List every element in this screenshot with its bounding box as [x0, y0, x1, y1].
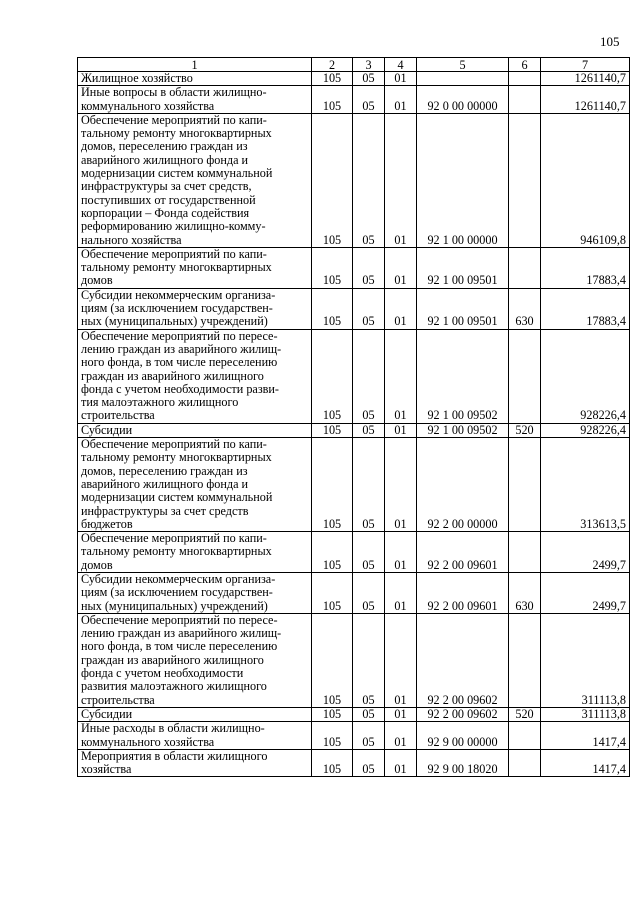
- row-name-cell: Мероприятия в области жилищного хозяйства: [78, 749, 312, 777]
- row-expense-type-cell: [509, 438, 541, 532]
- row-amount-cell: 1261140,7: [541, 86, 630, 114]
- row-section-cell: 05: [353, 532, 385, 573]
- row-subsection-cell: 01: [385, 722, 417, 750]
- row-subsection-cell: 01: [385, 329, 417, 423]
- header-cell-7: 7: [541, 58, 630, 72]
- row-expense-type-cell: [509, 532, 541, 573]
- table-row: [78, 749, 630, 777]
- row-ministry-code-cell: 105: [312, 329, 353, 423]
- row-section-cell: 05: [353, 749, 385, 777]
- row-target-article-cell: 92 2 00 09601: [417, 532, 509, 573]
- row-section-cell: 05: [353, 572, 385, 613]
- row-target-article-cell: 92 0 00 00000: [417, 86, 509, 114]
- table-row: [78, 72, 630, 86]
- row-expense-type-cell: [509, 722, 541, 750]
- page-number: 105: [600, 34, 620, 49]
- row-name-cell: Обеспечение мероприятий по пересе- лению граждан из аварийного жилищ- ного фонда, в том числе переселению граждан из аварийного жилищного фонда с учетом необходимости разви- тия малоэтажного жилищного строительства: [78, 329, 312, 423]
- row-subsection-cell: 01: [385, 749, 417, 777]
- row-target-article-cell: 92 2 00 09602: [417, 707, 509, 721]
- row-name-cell: Иные вопросы в области жилищно- коммунального хозяйства: [78, 86, 312, 114]
- header-cell-5: 5: [417, 58, 509, 72]
- row-name-cell: Обеспечение мероприятий по капи- тальному ремонту многоквартирных домов, переселению граждан из аварийного жилищного фонда и модернизации систем коммунальной инфраструктуры за счет средств, поступивших от государственной корпорации – Фонда содействия реформированию жилищно-комму- нального хозяйства: [78, 113, 312, 247]
- row-expense-type-cell: [509, 247, 541, 288]
- row-name-cell: Обеспечение мероприятий по капи- тальному ремонту многоквартирных домов, переселению граждан из аварийного жилищного фонда и модернизации систем коммунальной инфраструктуры за счет средств бюджетов: [78, 438, 312, 532]
- row-amount-cell: 17883,4: [541, 288, 630, 329]
- row-target-article-cell: 92 2 00 00000: [417, 438, 509, 532]
- header-cell-4: 4: [385, 58, 417, 72]
- row-amount-cell: 17883,4: [541, 247, 630, 288]
- table-row: [78, 247, 630, 288]
- row-section-cell: 05: [353, 86, 385, 114]
- table-row: [78, 572, 630, 613]
- row-expense-type-cell: 520: [509, 423, 541, 437]
- row-target-article-cell: 92 1 00 09502: [417, 423, 509, 437]
- table-row: [78, 329, 630, 423]
- row-expense-type-cell: [509, 613, 541, 707]
- row-subsection-cell: 01: [385, 247, 417, 288]
- row-ministry-code-cell: 105: [312, 722, 353, 750]
- row-amount-cell: 2499,7: [541, 572, 630, 613]
- row-amount-cell: 1261140,7: [541, 72, 630, 86]
- row-target-article-cell: [417, 72, 509, 86]
- table-row: [78, 722, 630, 750]
- row-expense-type-cell: [509, 72, 541, 86]
- row-section-cell: 05: [353, 247, 385, 288]
- row-ministry-code-cell: 105: [312, 438, 353, 532]
- row-target-article-cell: 92 9 00 18020: [417, 749, 509, 777]
- row-amount-cell: 311113,8: [541, 613, 630, 707]
- row-amount-cell: 928226,4: [541, 329, 630, 423]
- row-name-cell: Субсидии некоммерческим организа- циям (за исключением государствен- ных (муниципальных) учреждений): [78, 572, 312, 613]
- row-section-cell: 05: [353, 288, 385, 329]
- row-name-cell: Субсидии: [78, 707, 312, 721]
- table-row: [78, 532, 630, 573]
- row-expense-type-cell: 520: [509, 707, 541, 721]
- row-section-cell: 05: [353, 72, 385, 86]
- row-expense-type-cell: [509, 86, 541, 114]
- row-expense-type-cell: 630: [509, 288, 541, 329]
- row-subsection-cell: 01: [385, 707, 417, 721]
- header-cell-6: 6: [509, 58, 541, 72]
- row-ministry-code-cell: 105: [312, 247, 353, 288]
- table-row: [78, 438, 630, 532]
- row-name-cell: Субсидии некоммерческим организа- циям (за исключением государствен- ных (муниципальных) учреждений): [78, 288, 312, 329]
- row-ministry-code-cell: 105: [312, 288, 353, 329]
- table-row: [78, 707, 630, 721]
- row-ministry-code-cell: 105: [312, 613, 353, 707]
- row-amount-cell: 1417,4: [541, 722, 630, 750]
- row-amount-cell: 946109,8: [541, 113, 630, 247]
- table-row: [78, 86, 630, 114]
- row-amount-cell: 311113,8: [541, 707, 630, 721]
- row-section-cell: 05: [353, 707, 385, 721]
- row-amount-cell: 1417,4: [541, 749, 630, 777]
- row-ministry-code-cell: 105: [312, 532, 353, 573]
- row-expense-type-cell: [509, 749, 541, 777]
- row-subsection-cell: 01: [385, 113, 417, 247]
- row-target-article-cell: 92 2 00 09602: [417, 613, 509, 707]
- row-subsection-cell: 01: [385, 288, 417, 329]
- table-row: [78, 288, 630, 329]
- header-row: [78, 58, 630, 72]
- row-name-cell: Субсидии: [78, 423, 312, 437]
- row-ministry-code-cell: 105: [312, 72, 353, 86]
- header-cell-2: 2: [312, 58, 353, 72]
- row-section-cell: 05: [353, 438, 385, 532]
- row-section-cell: 05: [353, 423, 385, 437]
- table-row: [78, 613, 630, 707]
- row-name-cell: Обеспечение мероприятий по пересе- лению граждан из аварийного жилищ- ного фонда, в том числе переселению граждан из аварийного жилищного фонда с учетом необходимости развития малоэтажного жилищного строительства: [78, 613, 312, 707]
- row-amount-cell: 2499,7: [541, 532, 630, 573]
- row-section-cell: 05: [353, 613, 385, 707]
- row-ministry-code-cell: 105: [312, 113, 353, 247]
- header-cell-3: 3: [353, 58, 385, 72]
- row-ministry-code-cell: 105: [312, 707, 353, 721]
- header-cell-1: 1: [78, 58, 312, 72]
- row-section-cell: 05: [353, 329, 385, 423]
- row-subsection-cell: 01: [385, 72, 417, 86]
- row-name-cell: Обеспечение мероприятий по капи- тальному ремонту многоквартирных домов: [78, 532, 312, 573]
- row-subsection-cell: 01: [385, 86, 417, 114]
- row-name-cell: Жилищное хозяйство: [78, 72, 312, 86]
- table-row: [78, 113, 630, 247]
- row-subsection-cell: 01: [385, 423, 417, 437]
- row-ministry-code-cell: 105: [312, 749, 353, 777]
- row-ministry-code-cell: 105: [312, 423, 353, 437]
- row-amount-cell: 928226,4: [541, 423, 630, 437]
- row-ministry-code-cell: 105: [312, 86, 353, 114]
- row-target-article-cell: 92 9 00 00000: [417, 722, 509, 750]
- row-section-cell: 05: [353, 113, 385, 247]
- row-subsection-cell: 01: [385, 572, 417, 613]
- row-subsection-cell: 01: [385, 613, 417, 707]
- row-expense-type-cell: [509, 329, 541, 423]
- row-ministry-code-cell: 105: [312, 572, 353, 613]
- row-section-cell: 05: [353, 722, 385, 750]
- row-subsection-cell: 01: [385, 532, 417, 573]
- budget-table: [77, 57, 630, 777]
- row-target-article-cell: 92 1 00 09502: [417, 329, 509, 423]
- table-row: [78, 423, 630, 437]
- row-name-cell: Иные расходы в области жилищно- коммунального хозяйства: [78, 722, 312, 750]
- row-name-cell: Обеспечение мероприятий по капи- тальному ремонту многоквартирных домов: [78, 247, 312, 288]
- row-target-article-cell: 92 1 00 09501: [417, 247, 509, 288]
- row-target-article-cell: 92 1 00 09501: [417, 288, 509, 329]
- row-expense-type-cell: 630: [509, 572, 541, 613]
- row-target-article-cell: 92 2 00 09601: [417, 572, 509, 613]
- row-subsection-cell: 01: [385, 438, 417, 532]
- row-expense-type-cell: [509, 113, 541, 247]
- row-amount-cell: 313613,5: [541, 438, 630, 532]
- row-target-article-cell: 92 1 00 00000: [417, 113, 509, 247]
